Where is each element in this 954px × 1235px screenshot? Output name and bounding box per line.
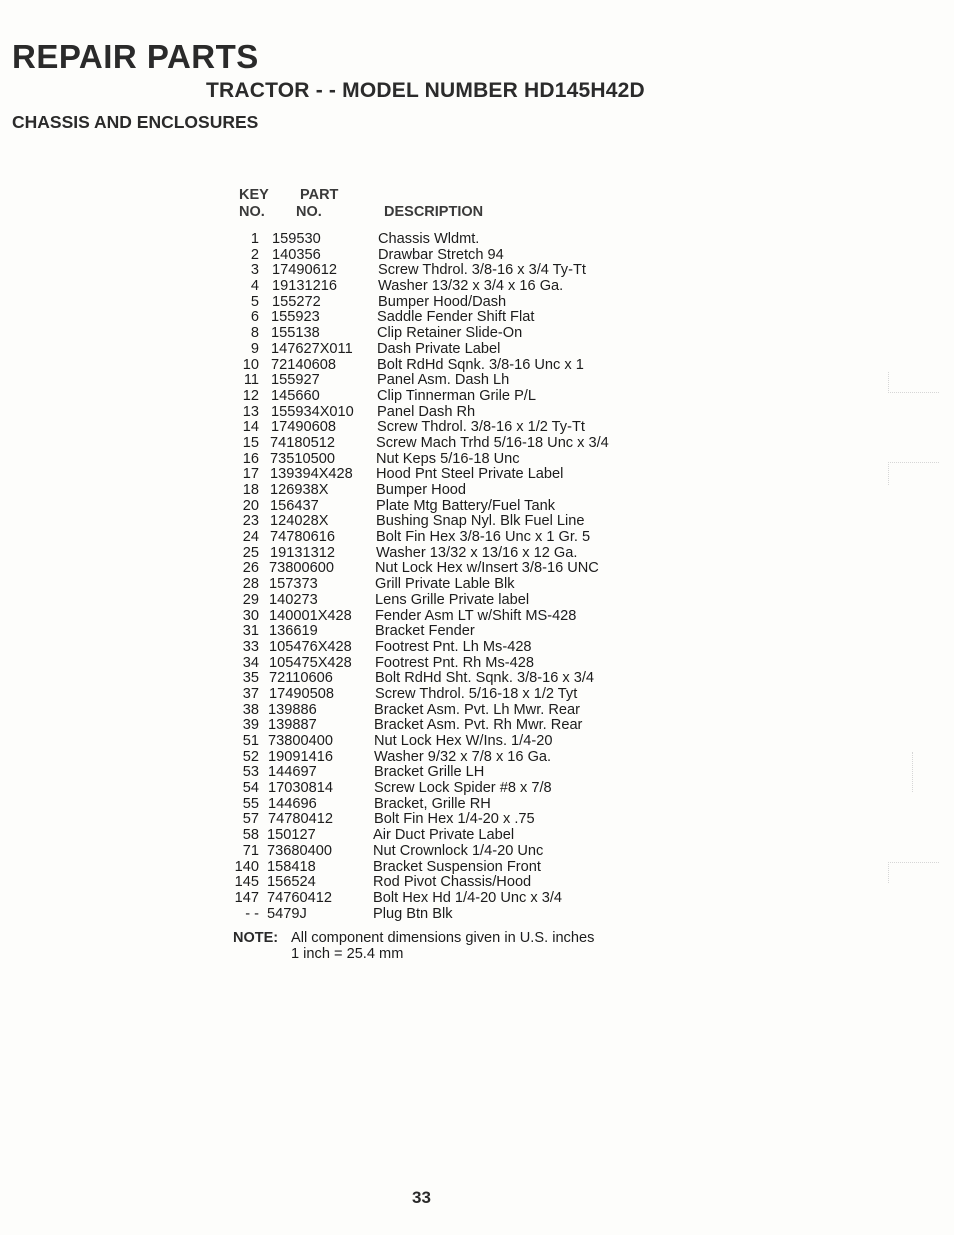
key-cell: 18 (242, 482, 259, 498)
part-number-cell: 157373 (269, 576, 318, 593)
part-number-cell: 155272 (272, 293, 321, 310)
description-cell: Panel Asm. Dash Lh (377, 372, 510, 389)
part-number-cell: 74760412 (267, 889, 332, 906)
description-cell: Footrest Pnt. Lh Ms-428 (375, 638, 532, 655)
key-cell: 37 (242, 685, 259, 702)
table-row (0, 358, 954, 374)
key-cell: 33 (242, 638, 259, 655)
table-row (0, 279, 954, 295)
description-cell: Plug Btn Blk (373, 905, 453, 922)
key-cell: 14 (242, 419, 259, 436)
key-cell: 28 (242, 576, 259, 593)
table-row (0, 452, 954, 468)
description-cell: Air Duct Private Label (373, 827, 515, 844)
key-cell: 17 (242, 466, 259, 483)
part-number-cell: 17030814 (268, 780, 333, 797)
part-number-cell: 136619 (269, 623, 318, 640)
model-subtitle: TRACTOR - - MODEL NUMBER HD145H42D (206, 79, 645, 102)
part-number-cell: 124028X (270, 513, 329, 530)
part-no-header (296, 187, 338, 221)
description-cell: Hood Pnt Steel Private Label (376, 466, 564, 483)
table-row (0, 561, 954, 577)
description-cell: Bolt RdHd Sht. Sqnk. 3/8-16 x 3/4 (375, 670, 595, 687)
table-row (0, 593, 954, 609)
description-cell: Dash Private Label (377, 340, 501, 357)
table-row (0, 624, 954, 640)
part-number-cell: 17490612 (272, 262, 337, 279)
key-cell: 4 (250, 278, 259, 295)
part-number-cell: 156437 (270, 497, 319, 514)
description-cell: Plate Mtg Battery/Fuel Tank (376, 497, 555, 514)
part-number-cell: 73800600 (269, 560, 334, 577)
part-number-cell: 150127 (267, 827, 316, 844)
table-row (0, 703, 954, 719)
table-row (0, 734, 954, 750)
description-cell: Clip Retainer Slide-On (377, 325, 523, 342)
part-number-cell: 72110606 (269, 670, 333, 687)
description-cell: Bolt RdHd Sqnk. 3/8-16 Unc x 1 (377, 356, 584, 373)
key-cell: 35 (242, 670, 259, 687)
part-number-cell: 158418 (267, 858, 316, 875)
part-number-cell: 139887 (268, 717, 317, 734)
table-row (0, 860, 954, 876)
part-number-cell: 126938X (270, 482, 329, 498)
part-number-cell: 144696 (268, 795, 317, 812)
key-cell: 15 (242, 434, 259, 451)
part-number-cell: 105475X428 (269, 654, 352, 671)
table-row (0, 687, 954, 703)
page-title: REPAIR PARTS (12, 38, 259, 75)
part-number-cell: 155927 (271, 372, 320, 389)
table-row (0, 765, 954, 781)
table-row (0, 373, 954, 389)
key-cell: 5 (250, 293, 259, 310)
margin-mark (888, 862, 939, 883)
margin-mark (888, 462, 939, 485)
key-cell: 20 (242, 497, 259, 514)
description-cell: Fender Asm LT w/Shift MS-428 (375, 607, 577, 624)
key-cell: 38 (242, 701, 259, 718)
table-row (0, 389, 954, 405)
table-row (0, 248, 954, 264)
key-header-line2: NO. (239, 204, 265, 220)
description-cell: Lens Grille Private label (375, 591, 530, 608)
table-row (0, 546, 954, 562)
key-no-header (239, 187, 269, 221)
part-number-cell: 139886 (268, 701, 317, 718)
description-cell: Footrest Pnt. Rh Ms-428 (375, 654, 534, 671)
table-row (0, 310, 954, 326)
key-cell: 54 (242, 780, 259, 797)
table-row (0, 420, 954, 436)
description-cell: Nut Crownlock 1/4-20 Unc (373, 842, 544, 859)
description-cell: Panel Dash Rh (377, 403, 476, 420)
description-cell: Nut Keps 5/16-18 Unc (376, 450, 520, 467)
part-number-cell: 140001X428 (269, 607, 352, 624)
table-row (0, 797, 954, 813)
description-cell: Bolt Fin Hex 3/8-16 Unc x 1 Gr. 5 (376, 529, 591, 546)
description-cell: Bracket Grille LH (374, 764, 485, 781)
margin-mark (912, 752, 914, 792)
key-cell: 52 (242, 748, 259, 765)
part-number-cell: 19131216 (272, 278, 337, 295)
table-row (0, 891, 954, 907)
part-number-cell: 155934X010 (271, 403, 354, 420)
key-cell: 26 (242, 560, 259, 577)
description-cell: Saddle Fender Shift Flat (377, 309, 535, 326)
part-number-cell: 73800400 (268, 733, 333, 749)
key-cell: 25 (242, 544, 259, 561)
part-number-cell: 73510500 (270, 450, 335, 467)
key-cell: 71 (242, 842, 259, 859)
note-line-1: All component dimensions given in U.S. inches (291, 930, 595, 946)
key-header-line1: KEY (239, 187, 269, 203)
part-number-cell: 19091416 (268, 748, 333, 765)
key-cell: 3 (250, 262, 259, 279)
description-cell: Screw Mach Trhd 5/16-18 Unc x 3/4 (376, 434, 609, 451)
key-cell: 31 (242, 623, 259, 640)
table-row (0, 232, 954, 248)
key-cell: 8 (250, 325, 259, 342)
note-text (291, 930, 594, 962)
table-row (0, 263, 954, 279)
table-row (0, 326, 954, 342)
table-row (0, 609, 954, 625)
table-row (0, 844, 954, 860)
key-cell: 24 (242, 529, 259, 546)
page-number: 33 (412, 1188, 431, 1207)
description-cell: Washer 13/32 x 3/4 x 16 Ga. (378, 278, 564, 295)
part-number-cell: 159530 (272, 231, 321, 247)
key-cell: 16 (242, 450, 259, 467)
key-cell: 140 (234, 858, 259, 875)
part-number-cell: 19131312 (270, 544, 335, 561)
part-number-cell: 147627X011 (271, 340, 353, 357)
description-cell: Grill Private Lable Blk (375, 576, 515, 593)
table-row (0, 718, 954, 734)
part-number-cell: 73680400 (267, 842, 332, 859)
description-cell: Clip Tinnerman Grile P/L (377, 387, 536, 404)
description-cell: Rod Pivot Chassis/Hood (373, 874, 532, 891)
part-number-cell: 72140608 (271, 356, 336, 373)
description-cell: Screw Thdrol. 3/8-16 x 1/2 Ty-Tt (377, 419, 585, 436)
table-row (0, 577, 954, 593)
description-cell: Bumper Hood/Dash (378, 293, 507, 310)
table-row (0, 514, 954, 530)
part-number-cell: 17490608 (271, 419, 336, 436)
key-cell: 13 (242, 403, 259, 420)
part-number-cell: 17490508 (269, 685, 334, 702)
key-cell: 11 (243, 372, 259, 389)
table-row (0, 405, 954, 421)
key-cell: 29 (242, 591, 259, 608)
part-number-cell: 156524 (267, 874, 316, 891)
description-cell: Bracket Fender (375, 623, 475, 640)
key-cell: 2 (250, 246, 259, 263)
note-line-2: 1 inch = 25.4 mm (291, 946, 404, 962)
table-row (0, 499, 954, 515)
description-cell: Bracket, Grille RH (374, 795, 491, 812)
part-number-cell: 144697 (268, 764, 317, 781)
table-row (0, 530, 954, 546)
key-cell: 58 (242, 827, 259, 844)
table-row (0, 781, 954, 797)
part-header-line2: NO. (296, 204, 322, 220)
table-row (0, 483, 954, 499)
description-cell: Nut Lock Hex W/Ins. 1/4-20 (374, 733, 553, 749)
key-cell: 30 (242, 607, 259, 624)
part-number-cell: 139394X428 (270, 466, 353, 483)
key-cell: 55 (242, 795, 259, 812)
part-number-cell: 155923 (271, 309, 320, 326)
table-row (0, 656, 954, 672)
table-row (0, 750, 954, 766)
table-row (0, 467, 954, 483)
key-cell: 34 (242, 654, 259, 671)
key-cell: 6 (250, 309, 259, 326)
table-row (0, 875, 954, 891)
part-number-cell: 140356 (272, 246, 321, 263)
note-label: NOTE: (233, 930, 279, 946)
description-cell: Drawbar Stretch 94 (378, 246, 504, 263)
key-cell: 145 (234, 874, 259, 891)
part-number-cell: 155138 (271, 325, 320, 342)
description-cell: Nut Lock Hex w/Insert 3/8-16 UNC (375, 560, 599, 577)
key-cell: 51 (242, 733, 259, 749)
table-row (0, 295, 954, 311)
part-number-cell: 145660 (271, 387, 320, 404)
key-cell: 23 (242, 513, 259, 530)
description-cell: Bushing Snap Nyl. Blk Fuel Line (376, 513, 585, 530)
part-number-cell: 74780616 (270, 529, 335, 546)
key-cell: 57 (242, 811, 259, 828)
description-cell: Washer 9/32 x 7/8 x 16 Ga. (374, 748, 552, 765)
part-header-line1: PART (300, 187, 339, 203)
table-row (0, 436, 954, 452)
key-cell: 1 (250, 231, 259, 247)
table-row (0, 828, 954, 844)
description-cell: Bolt Fin Hex 1/4-20 x .75 (374, 811, 535, 828)
description-cell: Bracket Asm. Pvt. Rh Mwr. Rear (374, 717, 583, 734)
parts-list (0, 232, 954, 922)
table-row (0, 671, 954, 687)
key-cell: 39 (242, 717, 259, 734)
key-cell: 10 (242, 356, 259, 373)
key-cell: - - (245, 905, 259, 922)
description-header: DESCRIPTION (384, 204, 484, 220)
table-row (0, 812, 954, 828)
table-row (0, 640, 954, 656)
part-number-cell: 74780412 (268, 811, 333, 828)
description-cell: Screw Lock Spider #8 x 7/8 (374, 780, 552, 797)
section-heading: CHASSIS AND ENCLOSURES (12, 112, 259, 132)
key-cell: 53 (242, 764, 259, 781)
table-row (0, 342, 954, 358)
table-row (0, 907, 954, 923)
part-number-cell: 5479J (267, 905, 307, 922)
description-cell: Bracket Asm. Pvt. Lh Mwr. Rear (374, 701, 580, 718)
margin-mark (888, 372, 939, 393)
description-cell: Washer 13/32 x 13/16 x 12 Ga. (376, 544, 578, 561)
description-cell: Bracket Suspension Front (373, 858, 541, 875)
description-cell: Bolt Hex Hd 1/4-20 Unc x 3/4 (373, 889, 562, 906)
description-cell: Screw Thdrol. 5/16-18 x 1/2 Tyt (375, 685, 578, 702)
part-number-cell: 140273 (269, 591, 318, 608)
key-cell: 12 (242, 387, 259, 404)
description-cell: Screw Thdrol. 3/8-16 x 3/4 Ty-Tt (378, 262, 586, 279)
description-cell: Bumper Hood (376, 482, 467, 498)
description-cell: Chassis Wldmt. (378, 231, 480, 247)
key-cell: 147 (234, 889, 259, 906)
part-number-cell: 105476X428 (269, 638, 352, 655)
part-number-cell: 74180512 (270, 434, 335, 451)
key-cell: 9 (250, 340, 259, 357)
